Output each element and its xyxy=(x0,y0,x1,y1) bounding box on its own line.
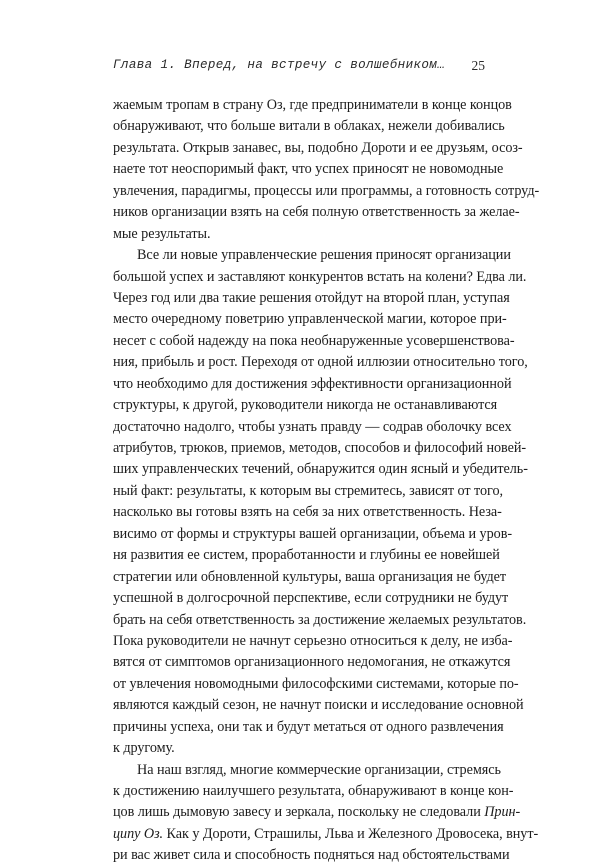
text-line: несет с собой надежду на пока необнаруженные усовершенствова- xyxy=(113,332,515,349)
text-line: мые результаты. xyxy=(113,225,211,242)
text-line: причины успеха, они так и будут метаться от одного развлечения xyxy=(113,718,504,735)
text-line: достаточно надолго, чтобы узнать правду — содрав оболочку всех xyxy=(113,418,512,435)
running-head xyxy=(113,58,485,78)
text-line: Через год или два такие решения отойдут на второй план, уступая xyxy=(113,289,510,306)
text-line: насколько вы готовы взять на себя за них ответственность. Неза- xyxy=(113,504,502,521)
text-line: ния, прибыль и рост. Переходя от одной иллюзии относительно того, xyxy=(113,354,528,371)
text-line: увлечения, парадигмы, процессы или программы, а готовность сотруд- xyxy=(113,182,540,199)
text-line: ный факт: результаты, к которым вы стремитесь, зависят от того, xyxy=(113,482,504,499)
chapter-title: Глава 1. Вперед, на встречу с волшебником… xyxy=(113,58,446,72)
text-line: что необходимо для достижения эффективности организационной xyxy=(113,375,512,392)
paragraph-2 xyxy=(113,245,528,760)
text-line: ших управленческих течений, обнаружится один ясный и убедитель- xyxy=(113,461,528,478)
paragraph-1 xyxy=(113,95,540,245)
text-segment: цов лишь дымовую завесу и зеркала, поскольку не следовали xyxy=(113,804,485,821)
text-line: вятся от симптомов организационного недомогания, не откажутся xyxy=(113,654,511,671)
text-segment: Как у Дороти, Страшилы, Льва и Железного Дровосека, внут- xyxy=(163,825,539,842)
text-line: стратегии или обновленной культуры, ваша организация не будет xyxy=(113,568,507,585)
text-line: Все ли новые управленческие решения приносят организации xyxy=(137,247,511,264)
italic-term: ципу Оз. xyxy=(113,825,164,842)
text-line: большой успех и заставляют конкурентов встать на колени? Едва ли. xyxy=(113,268,527,285)
text-line: На наш взгляд, многие коммерческие организации, стремясь xyxy=(137,761,501,778)
text-line: результата. Открыв занавес, вы, подобно Дороти и ее друзьям, осоз- xyxy=(113,139,523,156)
text-line: ников организации взять на себя полную ответственность за желае- xyxy=(113,204,520,221)
text-line: структуры, к другой, руководители никогда не останавливаются xyxy=(113,397,498,414)
text-line: Пока руководители не начнут серьезно относиться к делу, не изба- xyxy=(113,632,513,649)
text-line: висимо от формы и структуры вашей организации, объема и уров- xyxy=(113,525,513,542)
page-number: 25 xyxy=(471,58,485,73)
text-line xyxy=(113,824,539,845)
paragraph-3 xyxy=(113,760,539,867)
text-line: брать на себя ответственность за достижение желаемых результатов. xyxy=(113,611,527,628)
italic-term: Прин- xyxy=(484,804,521,821)
text-line: к достижению наилучшего результата, обнаруживают в конце кон- xyxy=(113,783,514,799)
text-line: ри вас живет сила и способность подняться над обстоятельствами xyxy=(113,847,510,864)
text-line: успешной в долгосрочной перспективе, если сотрудники не будут xyxy=(113,590,509,607)
text-line: атрибутов, трюков, приемов, методов, способов и философий новей- xyxy=(113,440,527,456)
text-line: являются каждый сезон, не начнут поиски и исследование основной xyxy=(113,697,524,714)
text-line: обнаруживают, что больше витали в облаках, нежели добивались xyxy=(113,118,505,135)
text-line: жаемым тропам в страну Оз, где предприниматели в конце концов xyxy=(113,97,512,113)
body-text xyxy=(113,95,540,867)
text-line: к другому. xyxy=(113,740,175,757)
text-line: ня развития ее систем, проработанности и глубины ее новейшей xyxy=(113,547,500,564)
text-line xyxy=(113,802,521,823)
text-line: от увлечения новомодными философскими системами, которые по- xyxy=(113,675,519,692)
text-line: место очередному поветрию управленческой магии, которое при- xyxy=(113,311,507,328)
text-line: наете тот неоспоримый факт, что успех приносят не новомодные xyxy=(113,161,504,178)
